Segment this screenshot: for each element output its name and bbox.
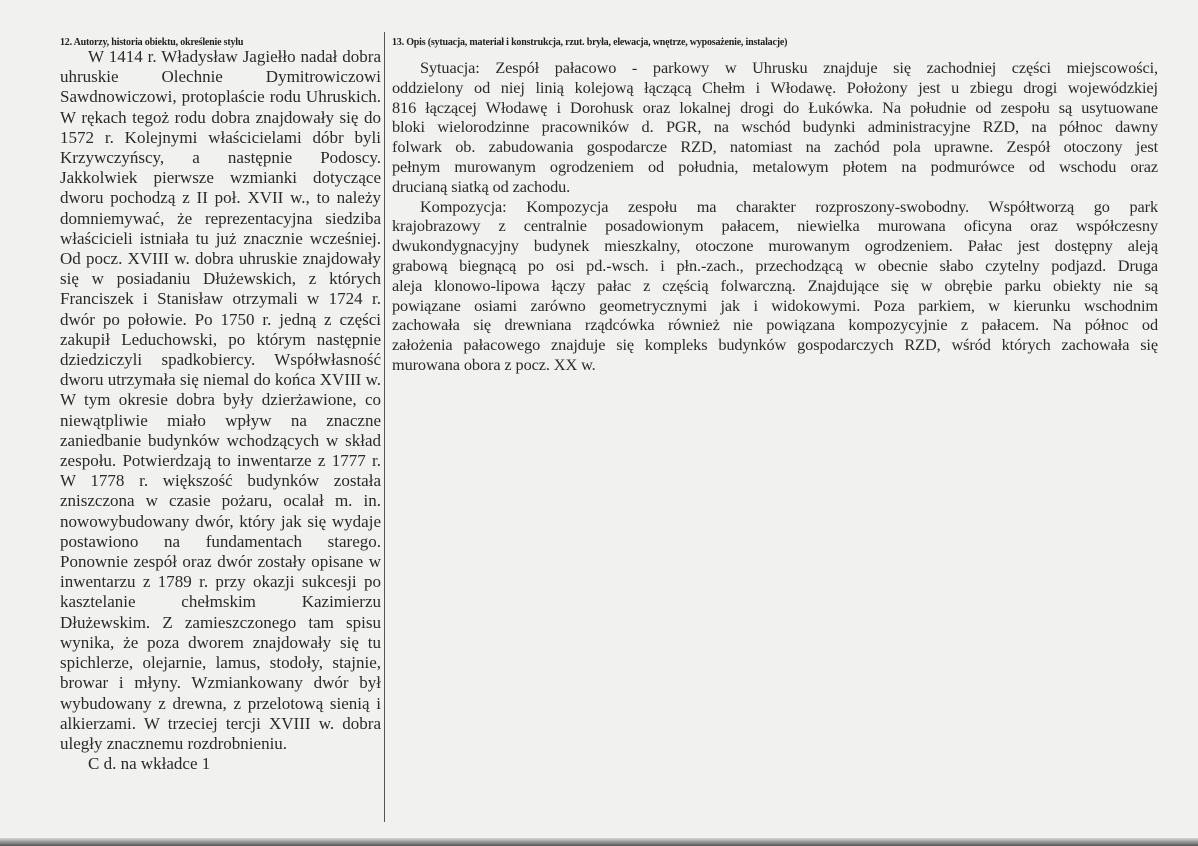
text-line: Franciszek i Stanisław otrzymali w 1724 r.: [60, 289, 381, 309]
text-line: W 1778 r. większość budynków została: [60, 471, 381, 491]
text-line: bloki wielorodzinne pracowników d. PGR, na wschód budynki administracyjne RZD, na północ dawny: [392, 117, 1158, 137]
text-line: inwentarzu z 1789 r. przy okazji sukcesji po: [60, 572, 381, 592]
text-line: zakupił Leduchowski, po którym następnie: [60, 329, 381, 349]
text-line: spichlerze, olejarnie, lamus, stodoły, stajnie,: [60, 653, 381, 673]
text-line: nowowybudowany dwór, który jak się wydaje: [60, 511, 381, 531]
text-line: Sawdnowiczowi, protoplaście rodu Uhruskich.: [60, 87, 381, 107]
text-line: właścicieli istniała tu już znacznie wcześniej.: [60, 228, 381, 248]
text-line: browar i młyny. Wzmiankowany dwór był: [60, 673, 381, 693]
text-line: założenia pałacowego znajduje się kompleks budynków gospodarczych RZD, wśród których zachowała się: [392, 335, 1158, 355]
text-line: grabową biegnącą po osi pd.-wsch. i płn.-zach., przechodzącą w obecnie słabo czytelny podjazd. Druga: [392, 255, 1158, 275]
section-12-history-text: [60, 47, 381, 774]
text-line: dziedziczyli spadkobiercy. Współwłasność: [60, 350, 381, 370]
text-line: Od pocz. XVIII w. dobra uhruskie znajdowały: [60, 249, 381, 269]
text-line: kasztelanie chełmskim Kazimierzu: [60, 592, 381, 612]
text-line: Dłużewskim. Z zamieszczonego tam spisu: [60, 612, 381, 632]
text-line: dwukondygnacyjny budynek mieszkalny, otoczone murowanym ogrodzeniem. Pałac jest dostępny aleją: [392, 236, 1158, 256]
text-line: Sytuacja: Zespół pałacowo - parkowy w Uhrusku znajduje się zachodniej części miejscowości,: [420, 58, 1158, 77]
section-12-heading: 12. Autorzy, historia obiektu, określenie stylu: [60, 37, 244, 48]
text-line: powiązane osiami zarówno geometrycznymi jak i widokowymi. Poza parkiem, w kierunku wschodnim: [392, 295, 1158, 315]
continuation-note: C d. na wkładce 1: [88, 754, 211, 774]
text-line: Jakkolwiek pierwsze wzmianki dotyczące: [60, 168, 381, 188]
text-line: wybudowany z drewna, z przelotową sienią i: [60, 693, 381, 713]
text-line: Krzywczyńscy, a następnie Podoscy.: [60, 148, 381, 168]
text-line: pełnym murowanym ogrodzeniem od południa, metalowym płotem na podmurówce od wschodu oraz: [392, 156, 1158, 176]
text-line: zniszczona w czasie pożaru, ocalał m. in.: [60, 491, 381, 511]
text-line: Ponownie zespół oraz dwór zostały opisane w: [60, 552, 381, 572]
text-line: domniemywać, że reprezentacyjna siedziba: [60, 208, 381, 228]
text-line: alkierzami. W trzeciej tercji XVIII w. dobra: [60, 713, 381, 733]
text-line: zachowała się drewniana rządcówka również nie powiązana kompozycyjnie z pałacem. Na północ od: [392, 315, 1158, 335]
scan-edge: [0, 838, 1198, 846]
text-line: dworu pochodzą z II poł. XVII w., to należy: [60, 188, 381, 208]
text-line: dworu utrzymała się niemal do końca XVIII w.: [60, 370, 381, 390]
text-line: Kompozycja: Kompozycja zespołu ma charakter rozproszony-swobodny. Współtworzą go park: [420, 196, 1158, 216]
text-line: zespołu. Potwierdzają to inwentarze z 1777 r.: [60, 451, 381, 471]
text-line: W rękach tegoż rodu dobra znajdowały się do: [60, 107, 381, 127]
text-line: się w posiadaniu Dłużewskich, z których: [60, 269, 381, 289]
text-line: W tym okresie dobra były dzierżawione, co: [60, 390, 381, 410]
text-line: W 1414 r. Władysław Jagiełło nadał dobra: [88, 47, 381, 66]
text-line: oddzielony od niej linią kolejową łączącą Chełm i Włodawę. Położony jest u zbiegu drogi wojewódzkiej: [392, 77, 1158, 97]
column-divider: [384, 32, 385, 822]
text-line: uległy znacznemu rozdrobnieniu.: [60, 733, 288, 753]
text-line: dwór po połowie. Po 1750 r. jedną z części: [60, 309, 381, 329]
section-13-description-text: [392, 58, 1158, 375]
text-line: wynika, że poza dworem znajdowały się tu: [60, 632, 381, 652]
text-line: murowana obora z pocz. XX w.: [392, 354, 596, 374]
text-line: krajobrazowy z centralnie posadowionym pałacem, niewielka murowana oficyna oraz współczesny: [392, 216, 1158, 236]
text-line: drucianą siatką od zachodu.: [392, 176, 571, 196]
text-line: 816 łączącej Włodawę i Dorohusk oraz lokalnej drogi do Łukówka. Na południe od zespołu są usytuowane: [392, 97, 1158, 117]
text-line: niewątpliwie miało wpływ na znaczne: [60, 410, 381, 430]
text-line: postawiono na fundamentach starego.: [60, 531, 381, 551]
text-line: aleja klonowo-lipowa łączy pałac z częścią folwarczną. Znajdujące się w obrębie parku obiekty nie są: [392, 275, 1158, 295]
section-13-heading: 13. Opis (sytuacja, materiał i konstrukcja, rzut. bryła, elewacja, wnętrze, wyposażenie, instalacje): [392, 37, 788, 48]
text-line: 1572 r. Kolejnymi właścicielami dóbr byli: [60, 127, 381, 147]
text-line: uhruskie Olechnie Dymitrowiczowi: [60, 67, 381, 87]
text-line: zaniedbanie budynków wchodzących w skład: [60, 430, 381, 450]
text-line: folwark ob. zabudowania gospodarcze RZD, natomiast na zachód pola uprawne. Zespół otoczony jest: [392, 137, 1158, 157]
